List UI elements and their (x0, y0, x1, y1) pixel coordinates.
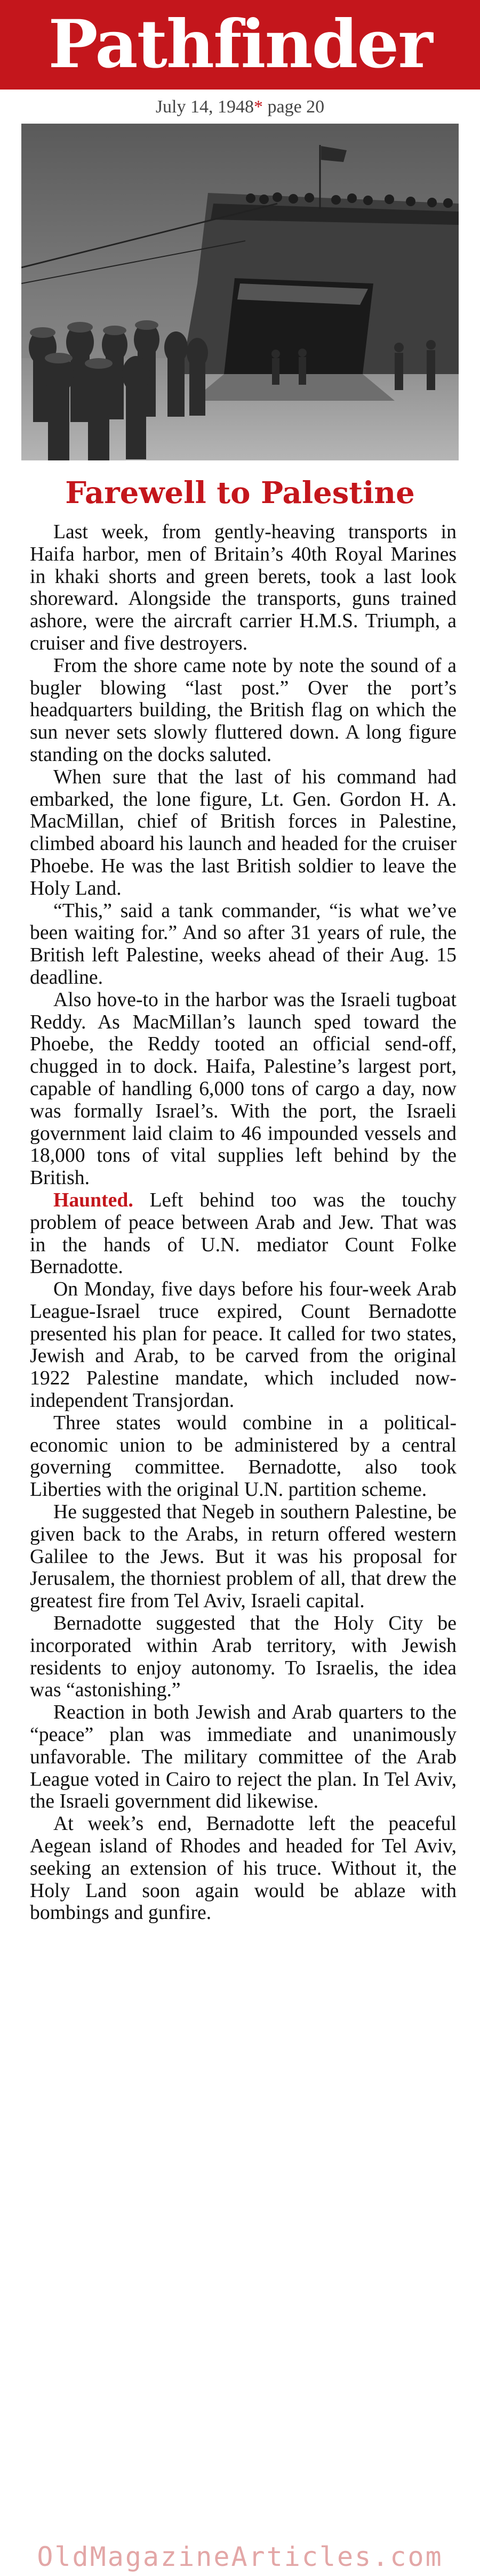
dateline (0, 94, 480, 120)
paragraph: Bernadotte suggested that the Holy City be incorporated within Arab territory, with Jewish residents to enjoy autonomy. To Israelis, the idea was “astonishing.” (30, 1612, 457, 1702)
paragraph: On Monday, five days before his four-week Arab League-Israel truce expired, Count Bernadotte presented his plan for peace. It called for two states, Jewish and Arab, to be carved from the original 1922 Palestine mandate, which included now-independent Transjordan. (30, 1278, 457, 1412)
paragraph: Last week, from gently-heaving transports in Haifa harbor, men of Britain’s 40th Royal Marines in khaki shorts and green berets, took a last look shoreward. Alongside the transports, guns trained ashore, were the aircraft carrier H.M.S. Triumph, a cruiser and five destroyers. (30, 521, 457, 654)
section-subhead: Haunted. (53, 1188, 133, 1211)
issue-date: July 14, 1948 (155, 97, 254, 117)
site-watermark: OldMagazineArticles.com (37, 2541, 443, 2572)
page-number: page 20 (267, 97, 325, 117)
paragraph: Three states would combine in a political-economic union to be administered by a central governing committee. Bernadotte, also took Liberties with the original U.N. partition scheme. (30, 1411, 457, 1501)
paragraph: He suggested that Negeb in southern Palestine, be given back to the Arabs, in return offered western Galilee to the Jews. But it was his proposal for Jerusalem, the thorniest problem of all, that drew the greatest fire from Tel Aviv, Israeli capital. (30, 1501, 457, 1613)
paragraph: Also hove-to in the harbor was the Israeli tugboat Reddy. As MacMillan’s launch sped toward the Phoebe, the Reddy tooted an official send-off, chugged in to dock. Haifa, Palestine’s largest port, capable of handling 6,000 tons of cargo a day, now was formally Israel’s. With the port, the Israeli government laid claim to 46 impounded vessels and 18,000 tons of vital supplies left behind by the British. (30, 988, 457, 1189)
paragraph: “This,” said a tank commander, “is what we’ve been waiting for.” And so after 31 years of rule, the British left Palestine, weeks ahead of their Aug. 15 deadline. (30, 899, 457, 989)
paragraph: From the shore came note by note the sound of a bugler blowing “last post.” Over the port’s headquarters building, the British flag on which the sun never sets slowly fluttered down. A long figure standing on the docks saluted. (30, 654, 457, 766)
paragraph-text: Left behind too was the touchy problem of peace between Arab and Jew. That was in the hands of U.N. mediator Count Folke Bernadotte. (30, 1188, 457, 1278)
paragraph (30, 1189, 457, 1278)
paragraph: At week’s end, Bernadotte left the peaceful Aegean island of Rhodes and headed for Tel Aviv, seeking an extension of his truce. Without it, the Holy Land soon again would be ablaze with bombings and gunfire. (30, 1812, 457, 1924)
ship-landing-photo (21, 124, 459, 460)
article-headline: Farewell to Palestine (65, 475, 415, 511)
article-body (30, 521, 457, 1924)
magazine-title: Pathfinder (48, 6, 432, 83)
star-icon: * (254, 97, 263, 117)
masthead (0, 0, 480, 90)
paragraph: When sure that the last of his command had embarked, the lone figure, Lt. Gen. Gordon H. A. MacMillan, chief of British forces in Palestine, climbed aboard his launch and headed for the cruiser Phoebe. He was the last British soldier to leave the Holy Land. (30, 765, 457, 900)
paragraph: Reaction in both Jewish and Arab quarters to the “peace” plan was immediate and unanimously unfavorable. The military committee of the Arab League voted in Cairo to reject the plan. In Tel Aviv, the Israeli government did likewise. (30, 1701, 457, 1813)
